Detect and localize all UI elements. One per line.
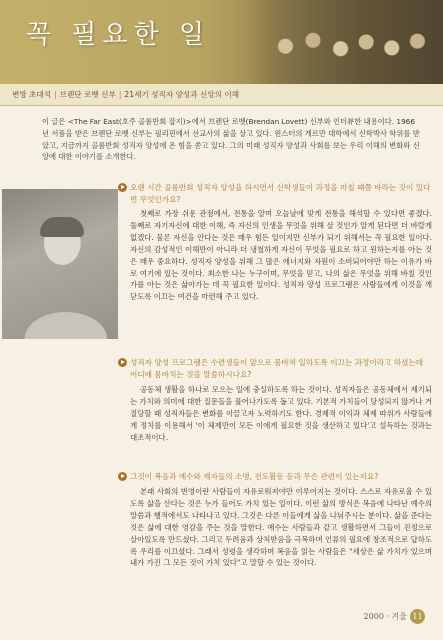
issue-label: 2000 · 겨울 — [363, 612, 407, 621]
question-arrow-icon — [118, 358, 127, 367]
subtitle-bar — [0, 84, 443, 106]
article-subtitle: 변방 초대석 | 브렌단 로벳 신부 | 21세기 성직자 양성과 신앙의 이해 — [12, 90, 240, 99]
question-1-text: 오랜 시간 골롬반회 성직자 양성을 하시면서 신학생들이 과정을 마칠 때쯤 바라는 것이 있다면 무엇인가요? — [130, 183, 431, 204]
page-number: 11 — [410, 609, 425, 624]
article-topic: 21세기 성직자 양성과 신앙의 이해 — [124, 90, 240, 99]
portrait-hair — [40, 217, 84, 237]
answer-1: 첫째로 가장 쉬운 관점에서, 전통을 알며 오늘날에 맞게 전통을 해석할 수 있다면 좋겠다. 둘째로 자기자신에 대한 이해, 즉 자신의 인생을 무엇을 위해 살 것인가 알게 된다면 더 바랄게 없겠다. 물론 자신을 안다는 것은 매우 힘든 일이지만 신부가 되기 위해서는 꼭 필요한 일이다. 자신의 감성적인 이해만이 아니라 더 냉철하게 자신이 무엇을 필요로 하고 원하는지를 아는 것은 매우 중요하다. 성직자 양성을 위해 그 많은 에너지와 자원이 소비되어야만 하는 이유가 바로 여기에 있는 것이다. 최소한 나는 누구이며, 무엇을 믿고, 나의 삶은 무엇을 위해 바칠 것인가를 아는 것은 삶아가는 데 꼭 필요한 일이다. 성직자 양성 프로그램은 사람들에게 이것을 깨닫도록 이끄는 여건을 마련해 주고 있다. — [130, 209, 432, 302]
page-footer — [364, 609, 425, 624]
question-arrow-icon — [118, 183, 127, 192]
question-2-text: 성직자 양성 프로그램은 수련생들이 앞으로 몸바쳐 일하도록 이끄는 과정이라고 하셨는데 어디에 몸바치는 것을 말씀하시나요? — [130, 358, 424, 379]
interviewee-name: 브렌단 로벳 신부 — [59, 90, 116, 99]
question-arrow-icon — [118, 472, 127, 481]
page-title: 꼭 필요한 일 — [26, 20, 211, 50]
question-3 — [130, 471, 432, 483]
question-3-text: 그것이 복음과 예수와 제자들의 소명, 전도활동 등과 무슨 관련이 있는지요? — [130, 472, 379, 481]
intro-paragraph: 이 글은 <The Far East(호주 골롬반회 잡지)>에서 브렌단 로벳(Brendan Lovett) 신부와 인터뷰한 내용이다. 1966년 서품을 받은 브렌단 로벳 신부는 필리핀에서 선교사의 삶을 살고 있다. 윈스터의 게르만 대학에서 신학박사 학위를 받았고, 지금까지 골롬반회 성직자 양성에 온 힘을 쏟고 있다. 그의 미래 성직자 양성과 사회를 보는 우리 이해의 변화와 신앙에 대한 이야기를 소개한다. — [42, 117, 420, 162]
portrait-photo — [2, 189, 118, 339]
column-name: 변방 초대석 — [12, 90, 52, 99]
question-1 — [130, 182, 432, 206]
answer-3: 본래 사회의 번영이란 사람들이 자유로워져야만 이루어지는 것이다. 스스로 자유로울 수 있도록 삶을 산다는 것은 누가 들어도 가치 있는 일이다. 이런 삶의 방식은 복음에 나타난 예수의 말씀과 행적에서도 나타나고 있다. 그것은 다른 이들에게 삶을 나눠주시는 분이다. 삶을 준다는 것은 삶에 대한 영감을 주는 것을 말한다. 예수는 사람들과 같고 생활하면서 그들이 진정으로 살아있도록 만드셨다. 그리고 두려움과 상처받음을 극복하며 인류의 필요에 창조적으로 답하도록 우리를 이끄셨다. 그래서 성령을 생각하며 복음을 읽는 사람들은 "세상은 삶 가치가 있으며 내가 가진 그 모든 것이 가치 있다"고 말할 수 있는 것이다. — [130, 487, 432, 568]
header-group-photo — [246, 0, 443, 84]
question-2 — [130, 357, 432, 381]
page-header — [0, 0, 443, 84]
answer-2: 공동체 생활을 하나로 모으는 일에 충실하도록 하는 것이다. 성직자들은 공동체에서 제기되는 가치와 의미에 대한 질문들을 풀어나가도록 돕고 있다. 기본적 가치들이 당성되지 않거나 거절당할 때 성직자들은 변화를 이끌고자 노력하기도 한다. 경제적 이익과 체제 따위가 사람들에게 정치를 이용해서 '이 체제만이 모든 이에게 필요한 것을 생산하고 있다'고 설득하는 것과는 대조적이다. — [130, 385, 432, 442]
